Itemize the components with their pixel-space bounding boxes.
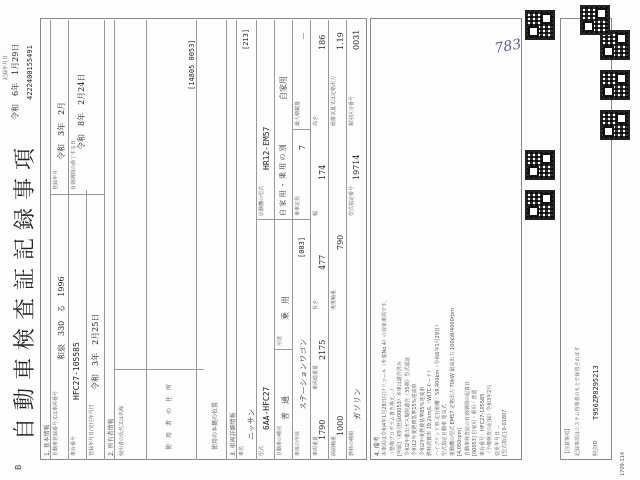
kind: 普 通 <box>281 396 290 420</box>
maker-code: [213] <box>242 28 250 50</box>
qr-code-2 <box>525 150 555 180</box>
remarks-line: 令和2年度燃費基準85%達成車 <box>419 386 426 456</box>
qr-code-7 <box>580 5 610 35</box>
maker-label: 車名 <box>239 445 245 456</box>
use: 乗 用 <box>281 296 290 320</box>
remarks-line: 電動機の型式 EM57 定格出力 70kW 最高出力 100kW/4000rpm <box>449 308 456 456</box>
issue-date-label: 記録年月日 <box>3 54 9 80</box>
fuel-label: 燃料の種類 <box>349 430 355 456</box>
gross-weight: 2175 <box>318 339 327 360</box>
class: 自家用 <box>279 76 288 100</box>
reg-date-label: 登録年月日/交付年月日 <box>89 404 95 456</box>
remarks-line: 令和2年排出ガス規制適合（35期）型式認証 <box>404 356 411 456</box>
engine: HR12-EM57 <box>262 126 271 170</box>
max-load-label: 最大積載量 <box>295 100 301 126</box>
kind-label: 自動車の種別 <box>277 425 283 456</box>
body-shape: ステーションワゴン <box>299 338 308 410</box>
first-reg-label: 登録年月 <box>53 169 59 190</box>
inquiry-id: T956ZP8295213 <box>592 365 600 420</box>
remarks-line: 自動車検査証の有効期間の起算日 <box>464 380 471 456</box>
section-vehicle-heading: 3. 車両詳細情報 <box>230 412 237 456</box>
remarks-line: 令和12年度燃費基準15%達成車 <box>412 383 418 456</box>
expiry-label: 有効期間の満了する日 <box>71 139 77 190</box>
type-number-label: 型式指定番号 <box>349 185 355 216</box>
section-owner-heading: 2. 所有者情報 <box>108 418 115 456</box>
document-title: 自動車検査証記録事項 <box>13 139 38 440</box>
handwritten-number: 783 <box>493 36 523 57</box>
front-axle: 1000 <box>336 415 345 436</box>
remarks-line: 車台番号：HFC27-105585 <box>479 393 486 456</box>
reg-number: 和泉 330 る 1996 <box>57 276 66 360</box>
length-label: 長さ <box>313 299 319 310</box>
qr-code-5 <box>600 70 630 100</box>
remarks-line: 型式指定自動車 電気式 <box>442 404 448 456</box>
remarks-line: （整備プログラム書き換え…） <box>389 386 396 456</box>
expiry-date: 令和 8年 2月24日 <box>77 73 86 150</box>
qr-code-3 <box>525 10 555 40</box>
rear-axle: 790 <box>336 234 345 250</box>
base-location-label: 使用の本拠の位置 <box>212 401 219 450</box>
type-number: 19714 <box>352 154 361 180</box>
section-basic-heading: 1. 基本情報 <box>44 424 51 456</box>
vin-label: 車台番号 <box>71 435 77 456</box>
displacement: 1.19 <box>336 32 345 50</box>
capacity: 7 <box>298 144 307 150</box>
remarks-line: （予備検査の記録）令和3年2月 <box>487 384 493 456</box>
model: 6AA-HFC27 <box>262 386 271 430</box>
document-number: 4222400155491 <box>26 45 34 100</box>
notes-label: 【注意事項】 <box>565 425 571 456</box>
fuel: ガソリン <box>353 388 362 420</box>
notes-text: 記録事項はシステム管理者のもとで保管されます <box>575 346 581 456</box>
address-code: [14805 0053] <box>188 39 196 90</box>
inquiry-label: 照会ID <box>593 440 599 456</box>
category-number: 0031 <box>352 29 361 50</box>
gross-weight-label: 車両総重量 <box>313 364 319 390</box>
width: 174 <box>318 164 327 180</box>
displacement-label: 総排気量又は定格出力 <box>331 75 337 126</box>
sheet-mark: B <box>14 464 23 470</box>
maker: ニッサン <box>247 408 256 440</box>
section-remarks-heading: 4. 備考 <box>374 436 381 456</box>
record-table <box>40 18 367 460</box>
weight-label: 車両重量 <box>313 435 319 456</box>
remarks-list <box>382 26 510 456</box>
width-label: 幅 <box>313 210 319 216</box>
vin: HFC27-105585 <box>72 342 81 400</box>
height-label: 高さ <box>313 115 319 126</box>
rear-axle-label: 後後軸重 <box>331 289 337 310</box>
first-reg-date: 令和 3年 2月 <box>57 101 66 160</box>
weight: 1790 <box>318 419 327 440</box>
remarks-line: [型式指定] 0-01807 <box>502 409 508 456</box>
length: 477 <box>318 254 327 270</box>
remarks-line: 本車両は令和4年1月28日付けリコール（外装No.4）の対象車両です。 <box>382 297 388 456</box>
remarks-line: ハイブリッド車 走行距離：59,400km（令和6年1月29日） <box>434 321 441 456</box>
remarks-line: 変更年月日 … <box>494 424 501 456</box>
engine-label: 原動機の型式 <box>259 185 265 216</box>
reg-date: 令和 3年 2月25日 <box>91 313 100 390</box>
owner-address-label: 使 用 者 の 住 所 <box>166 383 173 450</box>
remarks-line: 燃料消費率 19.2km/L（WLTCモード） <box>427 367 433 456</box>
category-number-label: 類別区分番号 <box>349 95 355 126</box>
qr-code-4 <box>600 110 630 140</box>
remarks-line: [所属]（初回登録00053）本車は適合済み <box>397 361 403 456</box>
max-load: － <box>299 32 308 40</box>
reg-number-label: 自動車登録番号又は車両番号 <box>53 390 59 456</box>
qr-code-1 <box>525 190 555 220</box>
capacity-label: 乗車定員 <box>295 195 301 216</box>
use-label: 用途 <box>277 335 283 346</box>
remarks-line: [4,050rpm] <box>457 427 463 456</box>
side-code: 1709-114 <box>620 451 626 476</box>
height: 186 <box>318 34 327 50</box>
front-axle-label: 前前軸重 <box>331 435 337 456</box>
body-label: 車体の形状 <box>295 430 301 456</box>
model-label: 型式 <box>259 445 265 456</box>
body-code: [003] <box>298 236 306 258</box>
owner-name-label: 使用者の氏名又は名称 <box>119 405 125 456</box>
issue-date: 令和 6年 1月29日 <box>11 43 20 120</box>
remarks-line: [00053] 自家用・乗用・普通 <box>472 389 478 456</box>
purpose: 自 家 用 ・ 乗 用 の 別 <box>279 144 287 216</box>
